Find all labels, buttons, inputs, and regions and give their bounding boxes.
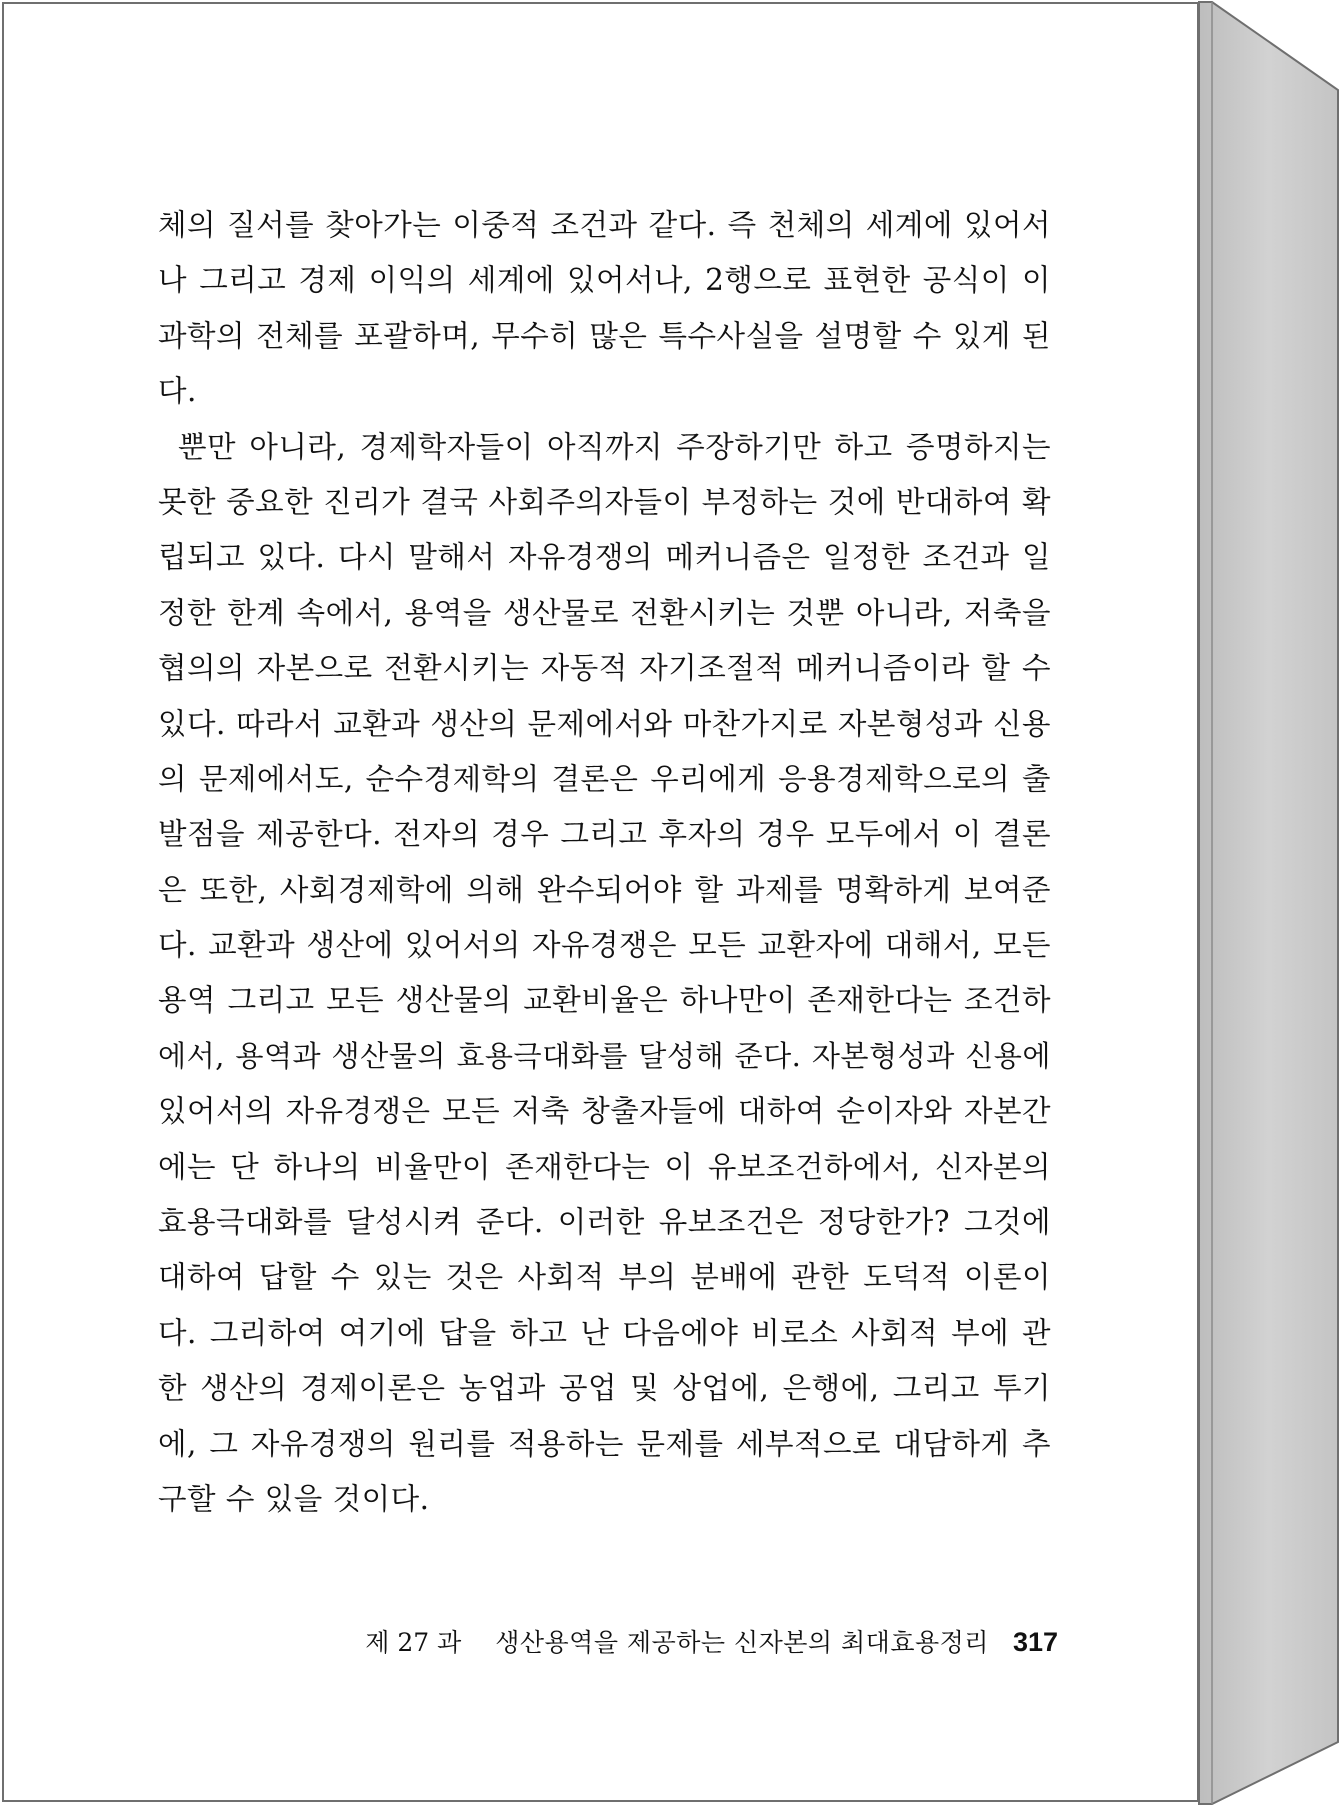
- text-line: 에, 그 자유경쟁의 원리를 적용하는 문제를 세부적으로 대담하게 추: [158, 1426, 1051, 1461]
- paragraph-continued: [158, 198, 1051, 420]
- text-line: 은 또한, 사회경제학에 의해 완수되어야 할 과제를 명확하게 보여준: [158, 872, 1051, 907]
- text-line: 정한 한계 속에서, 용역을 생산물로 전환시키는 것뿐 아니라, 저축을: [158, 595, 1051, 630]
- text-line: 다. 그리하여 여기에 답을 하고 난 다음에야 비로소 사회적 부에 관: [158, 1315, 1051, 1350]
- text-line: 과학의 전체를 포괄하며, 무수히 많은 특수사실을 설명할 수 있게 된: [158, 318, 1051, 353]
- text-line: 있어서의 자유경쟁은 모든 저축 창출자들에 대하여 순이자와 자본간: [158, 1094, 1051, 1129]
- text-line: 에서, 용역과 생산물의 효용극대화를 달성해 준다. 자본형성과 신용에: [158, 1038, 1051, 1073]
- text-line: 구할 수 있을 것이다.: [158, 1481, 430, 1516]
- text-line: 의 문제에서도, 순수경제학의 결론은 우리에게 응용경제학으로의 출: [158, 761, 1051, 796]
- text-line: 다. 교환과 생산에 있어서의 자유경쟁은 모든 교환자에 대해서, 모든: [158, 928, 1051, 963]
- text-line: 효용극대화를 달성시켜 준다. 이러한 유보조건은 정당한가? 그것에: [158, 1205, 1051, 1240]
- text-line: 협의의 자본으로 전환시키는 자동적 자기조절적 메커니즘이라 할 수: [158, 651, 1051, 686]
- paragraph-main: [158, 420, 1051, 1528]
- text-line: 용역 그리고 모든 생산물의 교환비율은 하나만이 존재한다는 조건하: [158, 983, 1051, 1018]
- text-line: 체의 질서를 찾아가는 이중적 조건과 같다. 즉 천체의 세계에 있어서: [158, 208, 1051, 242]
- body-text: [158, 198, 1051, 1527]
- chapter-title: 생산용역을 제공하는 신자본의 최대효용정리: [495, 1628, 989, 1657]
- text-line: 나 그리고 경제 이익의 세계에 있어서나, 2행으로 표현한 공식이 이: [158, 263, 1051, 298]
- text-line: 발점을 제공한다. 전자의 경우 그리고 후자의 경우 모두에서 이 결론: [158, 817, 1051, 852]
- text-line: 한 생산의 경제이론은 농업과 공업 및 상업에, 은행에, 그리고 투기: [158, 1371, 1051, 1406]
- chapter-label: 제 27 과: [365, 1628, 462, 1657]
- text-line: 에는 단 하나의 비율만이 존재한다는 이 유보조건하에서, 신자본의: [158, 1149, 1051, 1184]
- text-line: 다.: [158, 374, 197, 409]
- text-line: 못한 중요한 진리가 결국 사회주의자들이 부정하는 것에 반대하여 확: [158, 484, 1051, 519]
- page-number: 317: [1012, 1627, 1058, 1657]
- text-line: 뿐만 아니라, 경제학자들이 아직까지 주장하기만 하고 증명하지는: [178, 429, 1051, 464]
- text-line: 대하여 답할 수 있는 것은 사회적 부의 분배에 관한 도덕적 이론이: [158, 1260, 1051, 1295]
- text-line: 립되고 있다. 다시 말해서 자유경쟁의 메커니즘은 일정한 조건과 일: [158, 540, 1051, 575]
- text-line: 있다. 따라서 교환과 생산의 문제에서와 마찬가지로 자본형성과 신용: [158, 706, 1051, 741]
- running-footer: [365, 1623, 1058, 1659]
